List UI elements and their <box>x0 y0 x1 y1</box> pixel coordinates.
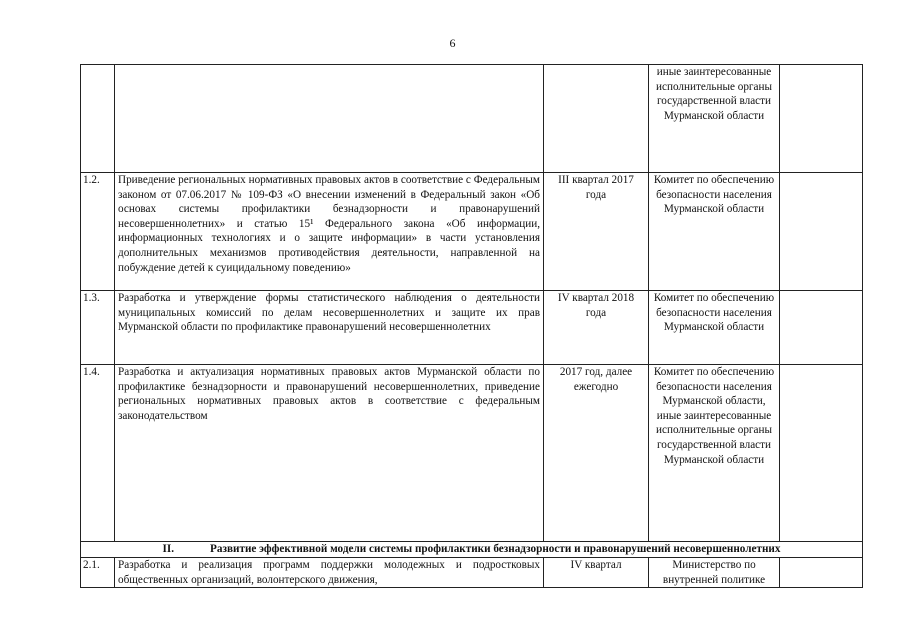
section-heading <box>81 542 863 558</box>
row-term: IV квартал 2018 года <box>544 291 649 365</box>
section-row <box>81 542 863 558</box>
row-number: 1.3. <box>81 291 115 365</box>
continuation-row <box>81 65 863 173</box>
section-roman: II. <box>162 543 175 555</box>
plan-table <box>80 64 863 588</box>
table-row <box>81 365 863 542</box>
continuation-term-cell <box>544 65 649 173</box>
row-term: III квартал 2017 года <box>544 173 649 291</box>
row-number: 1.4. <box>81 365 115 542</box>
continuation-executor-cell: иные заинтересованные исполнительные органы государственной власти Мурманской области <box>649 65 780 173</box>
row-activity: Разработка и утверждение формы статистического наблюдения о деятельности муниципальных комиссий по делам несовершеннолетних и защите их прав Мурманской области по профилактике правонарушений несовершеннолетних <box>115 291 544 365</box>
row-activity: Приведение региональных нормативных правовых актов в соответствие с Федеральным законом от 07.06.2017 № 109-ФЗ «О внесении изменений в Федеральный закон «Об основах системы профилактики безнадзорности и правонарушений несовершеннолетних» и статью 15¹ Федерального закона «Об информации, информационных технологиях и о защите информации» в части установления дополнительных механизмов противодействия деятельности, направленной на побуждение детей к суицидальному поведению» <box>115 173 544 291</box>
row-executor: Комитет по обеспечению безопасности населения Мурманской области <box>649 173 780 291</box>
row-note <box>780 291 863 365</box>
table-row <box>81 558 863 588</box>
row-number: 2.1. <box>81 558 115 588</box>
row-note <box>780 365 863 542</box>
row-executor: Комитет по обеспечению безопасности населения Мурманской области <box>649 291 780 365</box>
row-note <box>780 558 863 588</box>
row-activity: Разработка и актуализация нормативных правовых актов Мурманской области по профилактике безнадзорности и правонарушений несовершеннолетних, приведение региональных нормативных правовых актов в соответствие с федеральным законодательством <box>115 365 544 542</box>
continuation-num-cell <box>81 65 115 173</box>
row-executor: Комитет по обеспечению безопасности населения Мурманской области, иные заинтересованные исполнительные органы государственной власти Мурманской области <box>649 365 780 542</box>
page-number: 6 <box>449 36 456 50</box>
row-note <box>780 173 863 291</box>
row-number: 1.2. <box>81 173 115 291</box>
row-executor: Министерство по внутренней политике <box>649 558 780 588</box>
continuation-activity-cell <box>115 65 544 173</box>
row-activity: Разработка и реализация программ поддержки молодежных и подростковых общественных организаций, волонтерского движения, <box>115 558 544 588</box>
continuation-note-cell <box>780 65 863 173</box>
table-row <box>81 291 863 365</box>
row-term: IV квартал <box>544 558 649 588</box>
section-title: Развитие эффективной модели системы профилактики безнадзорности и правонарушений несовершеннолетних <box>210 543 781 555</box>
row-term: 2017 год, далее ежегодно <box>544 365 649 542</box>
table-row <box>81 173 863 291</box>
